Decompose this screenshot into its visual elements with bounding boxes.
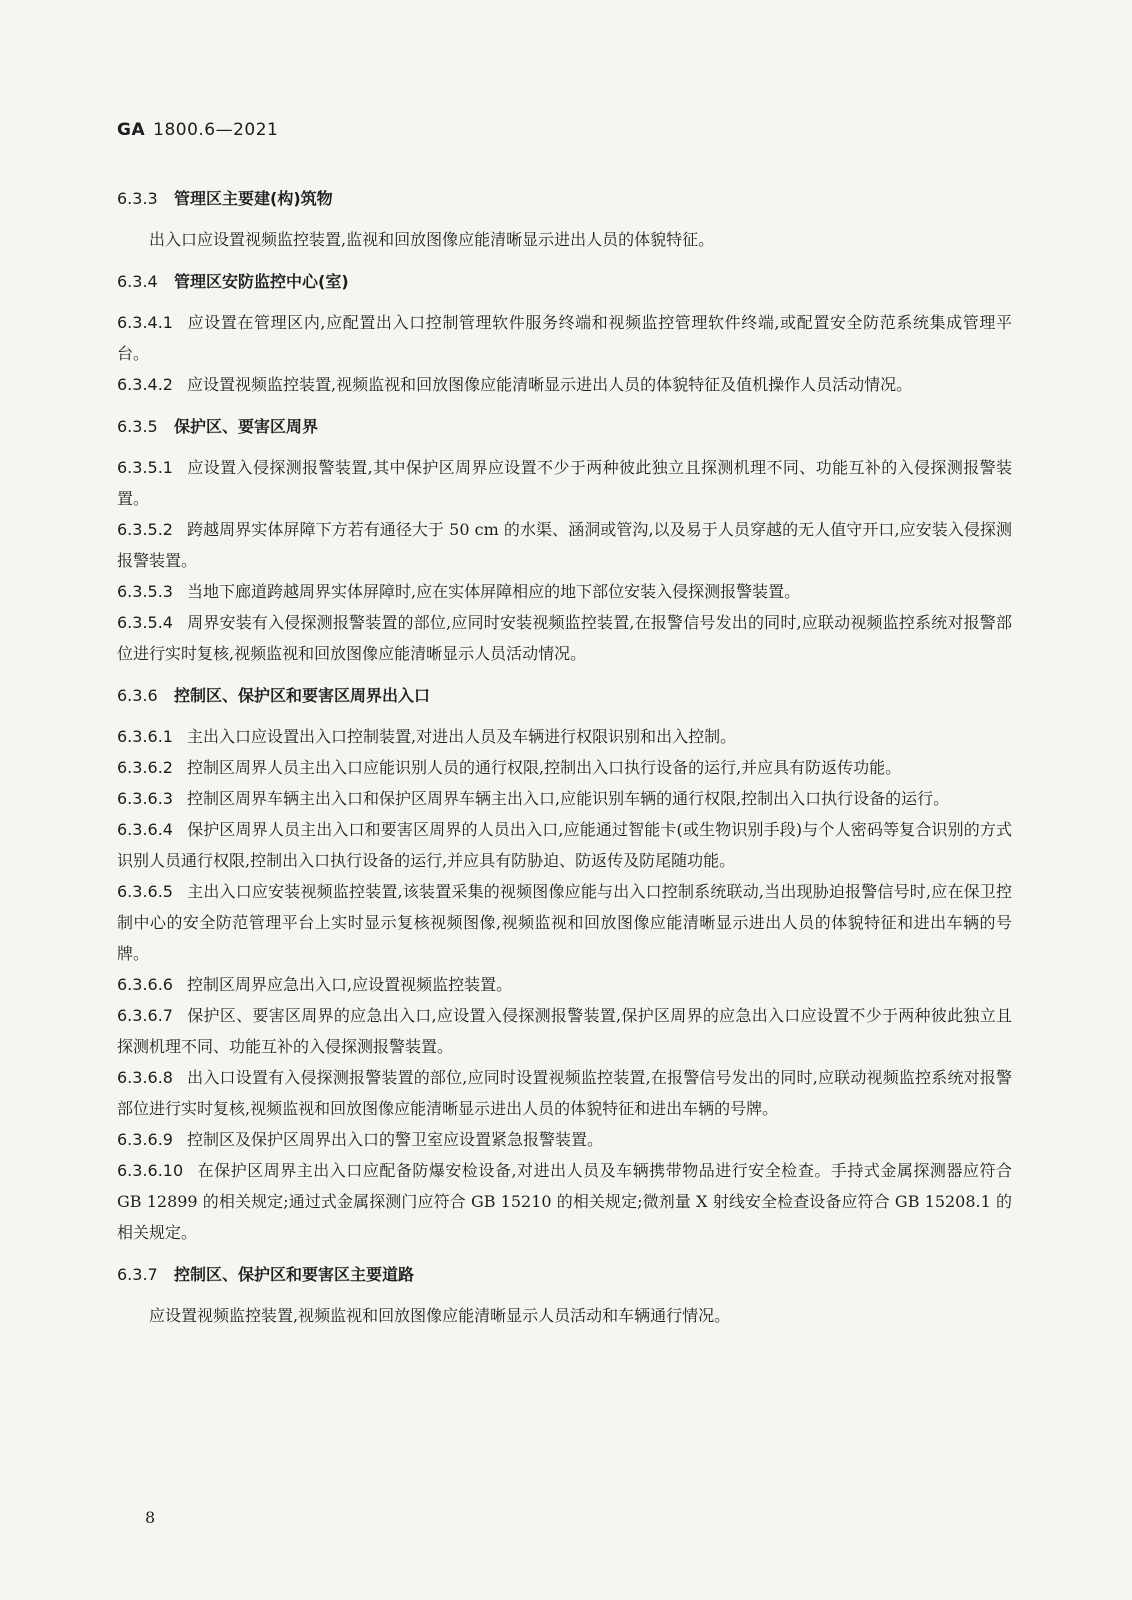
clause-6-3-6-10: 6.3.6.10 在保护区周界主出入口应配备防爆安检设备,对进出人员及车辆携带物品进行安全检查。手持式金属探测器应符合 GB 12899 的相关规定;通过式金属探测门应符合 GB 15210 的相关规定;微剂量 X 射线安全检查设备应符合 GB 15208.1 的相关规定。: [117, 1161, 1012, 1242]
section-heading-6-3-4: 6.3.4 管理区安防监控中心(室): [117, 272, 349, 291]
clause-6-3-4-1: 6.3.4.1 应设置在管理区内,应配置出入口控制管理软件服务终端和视频监控管理软件终端,或配置安全防范系统集成管理平台。: [117, 313, 1012, 363]
section-heading-6-3-6: 6.3.6 控制区、保护区和要害区周界出入口: [117, 686, 431, 705]
clause-6-3-5-2: 6.3.5.2 跨越周界实体屏障下方若有通径大于 50 cm 的水渠、涵洞或管沟,以及易于人员穿越的无人值守开口,应安装入侵探测报警装置。: [117, 520, 1012, 570]
clause-6-3-6-6: 6.3.6.6 控制区周界应急出入口,应设置视频监控装置。: [117, 975, 513, 994]
clause-6-3-6-4: 6.3.6.4 保护区周界人员主出入口和要害区周界的人员出入口,应能通过智能卡(或生物识别手段)与个人密码等复合识别的方式识别人员通行权限,控制出入口执行设备的运行,并应具有防胁迫、防返传及防尾随功能。: [117, 820, 1012, 870]
clause-6-3-5-1: 6.3.5.1 应设置入侵探测报警装置,其中保护区周界应设置不少于两种彼此独立且探测机理不同、功能互补的入侵探测报警装置。: [117, 458, 1012, 508]
clause-6-3-6-1: 6.3.6.1 主出入口应设置出入口控制装置,对进出人员及车辆进行权限识别和出入控制。: [117, 727, 737, 746]
standard-number: 1800.6—2021: [153, 120, 279, 140]
clause-6-3-5-4: 6.3.5.4 周界安装有入侵探测报警装置的部位,应同时安装视频监控装置,在报警信号发出的同时,应联动视频监控系统对报警部位进行实时复核,视频监视和回放图像应能清晰显示人员活动情况。: [117, 613, 1012, 663]
standard-code: [117, 120, 278, 140]
section-heading-6-3-5: 6.3.5 保护区、要害区周界: [117, 417, 319, 436]
page-number: 8: [145, 1508, 156, 1527]
clause-6-3-6-3: 6.3.6.3 控制区周界车辆主出入口和保护区周界车辆主出入口,应能识别车辆的通行权限,控制出入口执行设备的运行。: [117, 789, 950, 808]
clause-6-3-5-3: 6.3.5.3 当地下廊道跨越周界实体屏障时,应在实体屏障相应的地下部位安装入侵探测报警装置。: [117, 582, 801, 601]
standard-prefix: GA: [117, 120, 146, 140]
section-heading-6-3-7: 6.3.7 控制区、保护区和要害区主要道路: [117, 1265, 415, 1284]
paragraph: 出入口应设置视频监控装置,监视和回放图像应能清晰显示进出人员的体貌特征。: [149, 230, 715, 249]
document-body: [117, 184, 1012, 1331]
clause-6-3-6-9: 6.3.6.9 控制区及保护区周界出入口的警卫室应设置紧急报警装置。: [117, 1130, 603, 1149]
clause-6-3-4-2: 6.3.4.2 应设置视频监控装置,视频监视和回放图像应能清晰显示进出人员的体貌特征及值机操作人员活动情况。: [117, 375, 913, 394]
clause-6-3-6-5: 6.3.6.5 主出入口应安装视频监控装置,该装置采集的视频图像应能与出入口控制系统联动,当出现胁迫报警信号时,应在保卫控制中心的安全防范管理平台上实时显示复核视频图像,视频监视和回放图像应能清晰显示进出人员的体貌特征和进出车辆的号牌。: [117, 882, 1012, 963]
paragraph: 应设置视频监控装置,视频监视和回放图像应能清晰显示人员活动和车辆通行情况。: [149, 1306, 731, 1325]
clause-6-3-6-8: 6.3.6.8 出入口设置有入侵探测报警装置的部位,应同时设置视频监控装置,在报警信号发出的同时,应联动视频监控系统对报警部位进行实时复核,视频监视和回放图像应能清晰显示进出人员的体貌特征和进出车辆的号牌。: [117, 1068, 1012, 1118]
clause-6-3-6-2: 6.3.6.2 控制区周界人员主出入口应能识别人员的通行权限,控制出入口执行设备的运行,并应具有防返传功能。: [117, 758, 902, 777]
clause-6-3-6-7: 6.3.6.7 保护区、要害区周界的应急出入口,应设置入侵探测报警装置,保护区周界的应急出入口应设置不少于两种彼此独立且探测机理不同、功能互补的入侵探测报警装置。: [117, 1006, 1012, 1056]
section-heading-6-3-3: 6.3.3 管理区主要建(构)筑物: [117, 189, 333, 208]
